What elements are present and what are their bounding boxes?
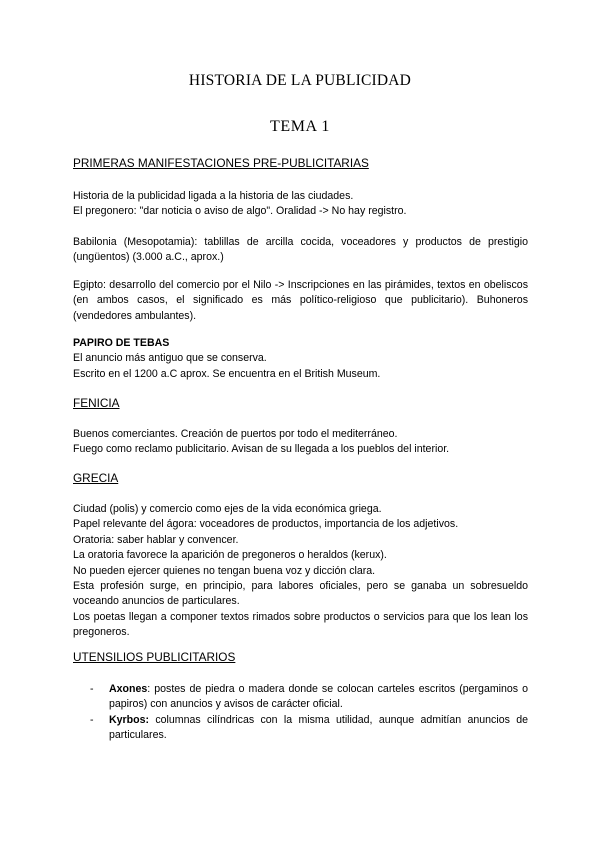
line-grecia-5: No pueden ejercer quienes no tengan buena voz y dicción clara. <box>73 564 376 577</box>
line-fenicia-2: Fuego como reclamo publicitario. Avisan de su llegada a los pueblos del interior. <box>73 443 450 456</box>
paragraph-historia <box>73 189 528 220</box>
section-heading-fenicia: FENICIA <box>73 396 120 410</box>
term-separator: : <box>147 683 151 695</box>
paragraph-fenicia <box>73 427 528 458</box>
line-fenicia-1: Buenos comerciantes. Creación de puertos por todo el mediterráneo. <box>73 428 398 440</box>
list-item-axones <box>90 682 528 713</box>
line-papiro-1: El anuncio más antiguo que se conserva. <box>73 352 267 365</box>
section-heading-utensilios: UTENSILIOS PUBLICITARIOS <box>73 650 236 664</box>
line-historia: Historia de la publicidad ligada a la historia de las ciudades. <box>73 190 354 202</box>
paragraph-egipto <box>73 278 528 324</box>
utensilios-list <box>90 682 528 744</box>
text-axones: postes de piedra o madera donde se colocan carteles escritos (pergaminos o papiros) con anuncios y avisos de carácter oficial. <box>109 683 528 711</box>
paragraph-grecia <box>73 502 528 641</box>
papiro-heading: PAPIRO DE TEBAS <box>73 337 170 349</box>
term-axones: Axones <box>109 683 148 695</box>
line-papiro-2: Escrito en el 1200 a.C aprox. Se encuentra en el British Museum. <box>73 367 381 380</box>
bullet-dash: - <box>90 713 94 726</box>
line-grecia-1: Ciudad (polis) y comercio como ejes de la vida económica griega. <box>73 503 382 515</box>
list-item-kyrbos <box>90 713 528 744</box>
line-grecia-3: Oratoria: saber hablar y convencer. <box>73 533 239 546</box>
text-babilonia: Babilonia (Mesopotamia): tablillas de arcilla cocida, voceadores y productos de prestigio (ungüentos) (3.000 a.C., aprox.) <box>73 236 528 264</box>
paragraph-papiro <box>73 336 528 382</box>
line-grecia-6: Esta profesión surge, en principio, para labores oficiales, pero se ganaba un sobresueldo voceando anuncios de particulares. <box>73 580 528 608</box>
term-kyrbos: Kyrbos: <box>109 713 150 726</box>
document-title: HISTORIA DE LA PUBLICIDAD <box>188 72 412 89</box>
line-grecia-4: La oratoria favorece la aparición de pregoneros o heraldos (kerux). <box>73 549 387 562</box>
document-subtitle: TEMA 1 <box>269 118 331 135</box>
text-egipto: Egipto: desarrollo del comercio por el Nilo -> Inscripciones en las pirámides, textos en obeliscos (en ambos casos, el significado es más político-religioso que publicitario). Buhoneros (vendedores ambulantes). <box>73 279 528 322</box>
bullet-dash: - <box>90 683 94 695</box>
paragraph-babilonia <box>73 235 528 266</box>
line-pregonero: El pregonero: "dar noticia o aviso de algo". Oralidad -> No hay registro. <box>73 205 407 218</box>
line-grecia-2: Papel relevante del ágora: voceadores de productos, importancia de los adjetivos. <box>73 518 459 531</box>
section-heading-grecia: GRECIA <box>73 471 119 485</box>
text-kyrbos: columnas cilíndricas con la misma utilidad, aunque admitían anuncios de particulares. <box>109 713 528 742</box>
section-heading-primeras: PRIMERAS MANIFESTACIONES PRE-PUBLICITARIAS <box>73 156 369 170</box>
line-grecia-7: Los poetas llegan a componer textos rimados sobre productos o servicios para que los lean los pregoneros. <box>73 610 528 639</box>
